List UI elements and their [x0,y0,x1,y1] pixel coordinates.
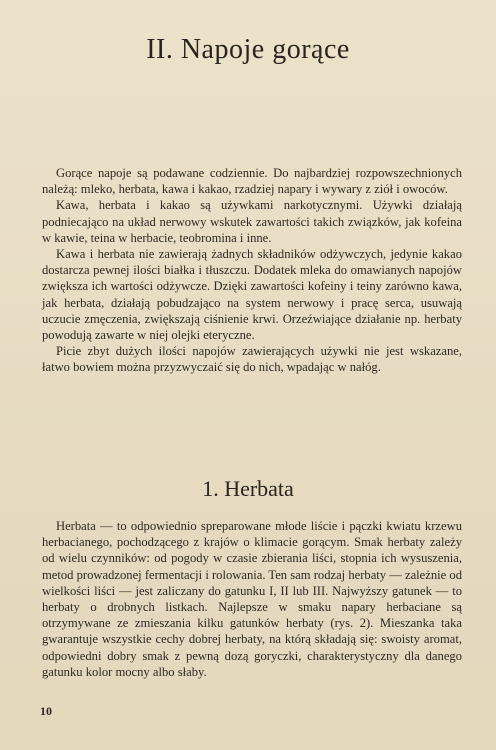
herbata-text [42,518,462,680]
section-title: 1. Herbata [202,476,294,501]
paragraph: Picie zbyt dużych ilości napojów zawierających używki nie jest wskazane, łatwo bowiem można przyzwyczaić się do nich, wpadając w nałóg. [42,344,462,375]
paragraph: Kawa i herbata nie zawierają żadnych składników odżywczych, jedynie kakao dostarcza pewnej ilości białka i tłuszczu. Dodatek mleka do omawianych napojów zwiększa ich wartości odżywcze. Dzięki zawartości kofeiny i teiny zarówno kawa, jak herbata, działają pobudzająco na system nerwowy i pracę serca, usuwają uczucie zmęczenia, zwiększają ciśnienie krwi. Orzeźwiające działanie np. herbaty powodują zawarte w niej olejki eteryczne. [42,247,462,343]
paragraph: Gorące napoje są podawane codziennie. Do najbardziej rozpowszechnionych należą: mleko, herbata, kawa i kakao, rzadziej napary i wywary z ziół i owoców. [42,166,462,197]
paragraph: Kawa, herbata i kakao są używkami narkotycznymi. Używki działają podniecająco na układ nerwowy wskutek zawartości takich związków, jak kofeina w kawie, teina w herbacie, teobromina i inne. [42,198,462,245]
intro-text [42,165,462,376]
page-number: 10 [40,704,52,718]
paragraph: Herbata — to odpowiednio spreparowane młode liście i pączki kwiatu krzewu herbacianego, pochodzącego z krajów o klimacie gorącym. Smak herbaty zależy od wielu czynników: od pogody w czasie zbierania liści, stopnia ich wysuszenia, metod prowadzonej fermentacji i rolowania. Ten sam rodzaj herbaty — zależnie od wielkości liści — jest zaliczany do gatunku I, II lub III. Najwyższy gatunek — to herbaty o drobnych listkach. Najlepsze w smaku napary herbaciane są otrzymywane ze zmieszania kilku gatunków herbaty (rys. 2). Mieszanka taka gwarantuje wszystkie cechy dobrej herbaty, na którą składają się: swoisty aromat, odpowiedni dobry smak z pewną dozą goryczki, charakterystyczny dla danego gatunku kolor mocny albo słaby. [42,519,462,679]
chapter-title: II. Napoje gorące [146,34,350,65]
